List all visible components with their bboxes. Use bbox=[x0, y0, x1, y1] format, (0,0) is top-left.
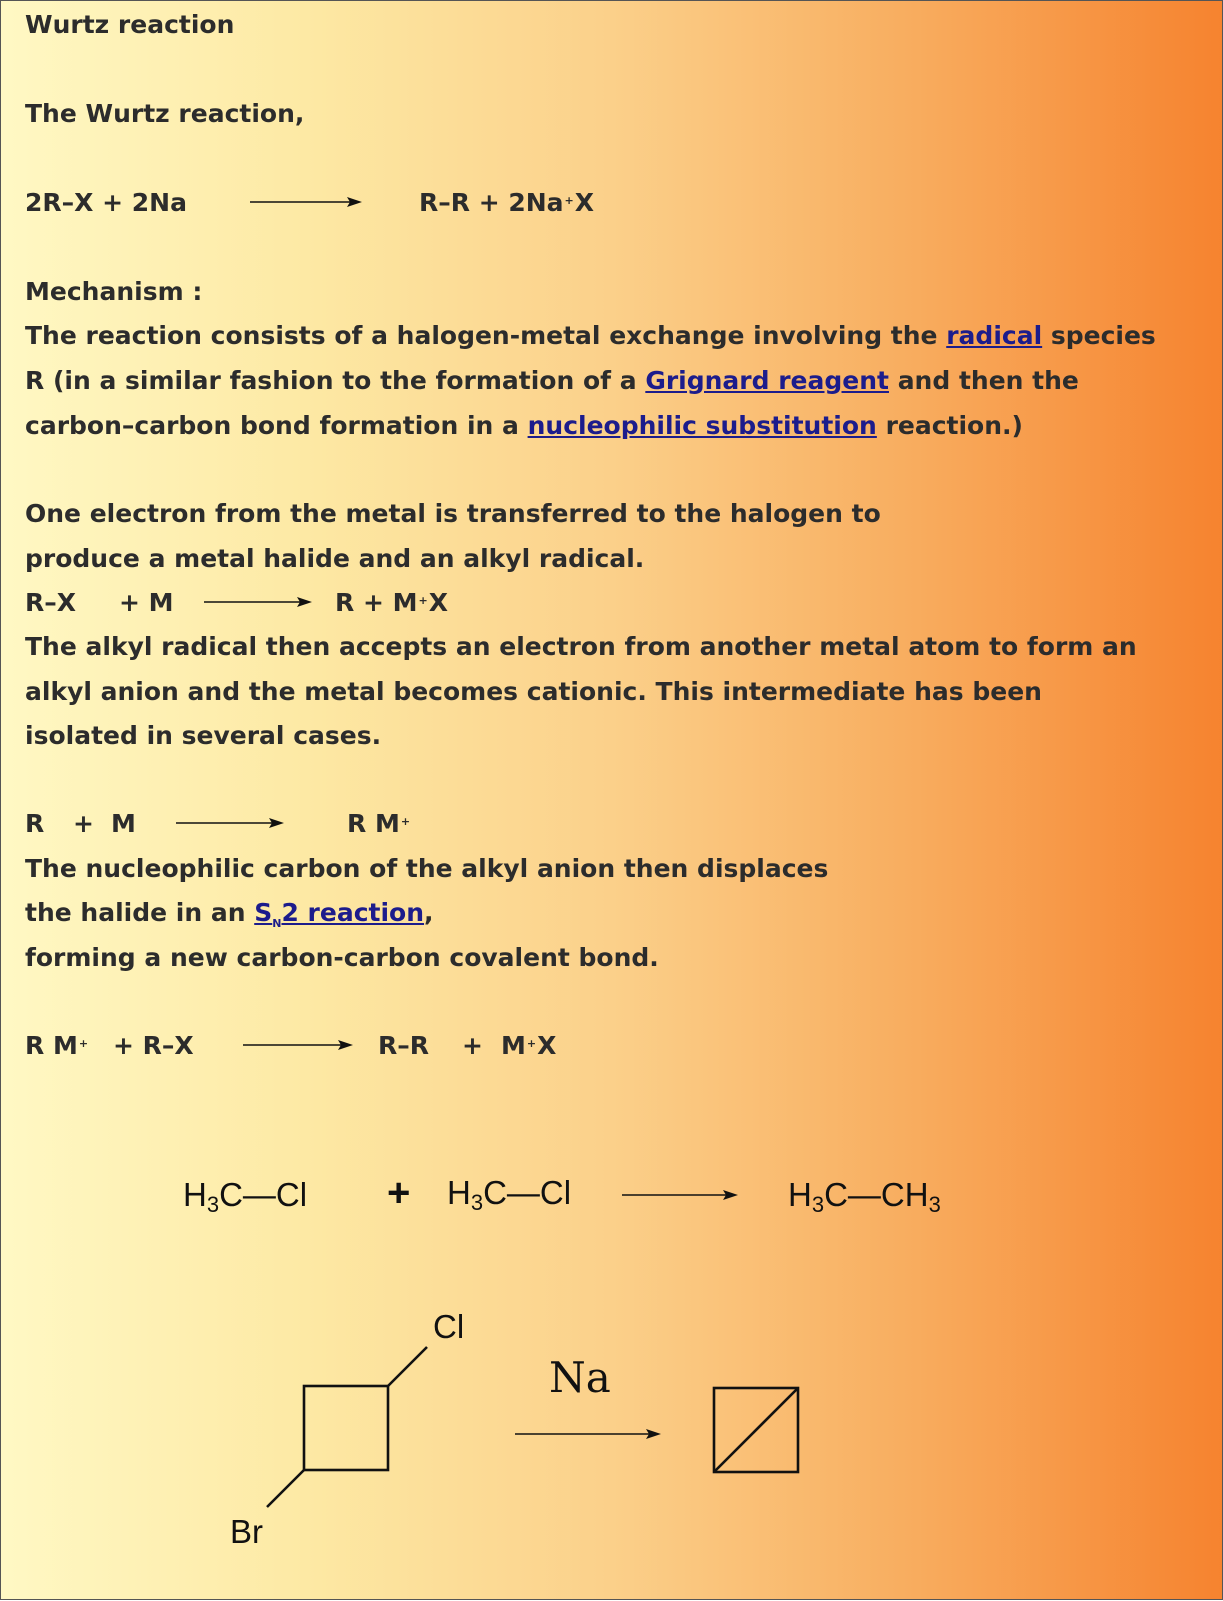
eq4-arrow bbox=[243, 1039, 353, 1051]
para4-line3: forming a new carbon-carbon covalent bond. bbox=[25, 943, 659, 972]
intro-text: The Wurtz reaction, bbox=[25, 99, 305, 128]
eq1-left: 2R–X + 2Na bbox=[25, 188, 187, 217]
para1-line3: carbon–carbon bond formation in a nucleophilic substitution reaction.) bbox=[25, 411, 1023, 440]
eq3-product: R M+ bbox=[347, 809, 411, 838]
cyclobutane-structure bbox=[267, 1347, 427, 1507]
chlorine-label: Cl bbox=[433, 1308, 465, 1345]
para4-line1: The nucleophilic carbon of the alkyl anion then displaces bbox=[25, 854, 829, 883]
eq2-metal: + M bbox=[119, 588, 174, 617]
radical-link[interactable]: radical bbox=[946, 321, 1043, 350]
sodium-reagent-label: Na bbox=[549, 1353, 611, 1402]
eq3-arrow bbox=[176, 817, 284, 829]
para3-line3: isolated in several cases. bbox=[25, 721, 382, 750]
mechanism-heading: Mechanism : bbox=[25, 277, 203, 306]
sn2-reaction-link[interactable]: $S_N2$ reaction bbox=[254, 898, 425, 930]
para3-line1: The alkyl radical then accepts an electron from another metal atom to form an bbox=[25, 632, 1137, 661]
eq4-product2: M+X bbox=[501, 1031, 557, 1060]
grignard-reagent-link[interactable]: Grignard reagent bbox=[645, 366, 889, 395]
scheme1-product: $H_3C—CH_3$ bbox=[788, 1176, 941, 1217]
eq4-reactant1: R M+ bbox=[25, 1031, 89, 1060]
eq1-arrow bbox=[250, 196, 362, 208]
para2-line1: One electron from the metal is transferred to the halogen to bbox=[25, 499, 881, 528]
page-title: Wurtz reaction bbox=[25, 10, 235, 39]
eq4-plus: + bbox=[462, 1031, 483, 1060]
bicyclobutane-structure bbox=[714, 1388, 798, 1472]
para4-line2: the halide in an $S_N2$ reaction, bbox=[25, 898, 434, 930]
eq3-metal: M bbox=[111, 809, 136, 838]
scheme1-plus: + bbox=[387, 1171, 411, 1215]
scheme2-structures bbox=[1, 1291, 1223, 1601]
eq3-radical: R bbox=[25, 809, 45, 838]
eq2-arrow bbox=[204, 596, 312, 608]
eq2-product: R + M+X bbox=[335, 588, 448, 617]
eq4-reactant2: + R–X bbox=[113, 1031, 194, 1060]
scheme1-arrow bbox=[622, 1189, 738, 1201]
nucleophilic-substitution-link[interactable]: nucleophilic substitution bbox=[527, 411, 877, 440]
eq2-reactant: R–X bbox=[25, 588, 77, 617]
para1-line2: R (in a similar fashion to the formation of a Grignard reagent and then the bbox=[25, 366, 1079, 395]
eq3-plus: + bbox=[73, 809, 94, 838]
para3-line2: alkyl anion and the metal becomes cationic. This intermediate has been bbox=[25, 677, 1042, 706]
scheme1-reactant1: $H_3C—Cl$ bbox=[183, 1176, 308, 1217]
eq1-right: R–R + 2Na+X bbox=[419, 188, 595, 217]
para1-line1: The reaction consists of a halogen-metal exchange involving the radical species bbox=[25, 321, 1156, 350]
bromine-label: Br bbox=[230, 1513, 263, 1550]
para2-line2: produce a metal halide and an alkyl radical. bbox=[25, 544, 645, 573]
scheme1-reactant2: $H_3C—Cl$ bbox=[447, 1174, 572, 1215]
eq4-product1: R–R bbox=[378, 1031, 430, 1060]
